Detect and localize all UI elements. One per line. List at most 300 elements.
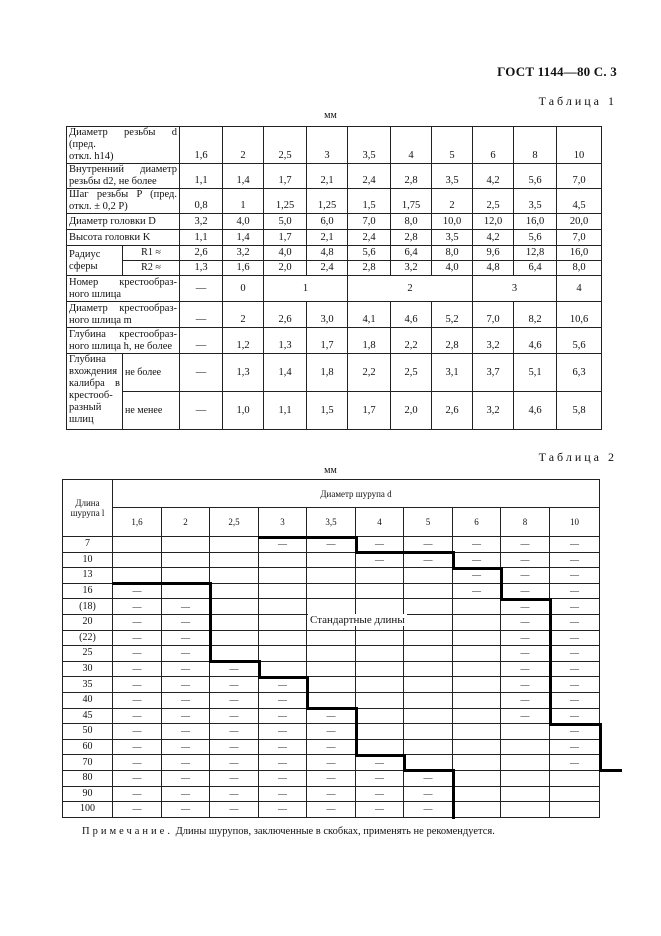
table1-cell: 2,8 <box>348 261 391 276</box>
table2-cell: — <box>113 630 162 646</box>
table2-cell <box>356 661 404 677</box>
row-label <box>67 127 180 164</box>
table2-cell: — <box>113 599 162 615</box>
table2-cell: — <box>307 724 356 740</box>
table1-cell: 7,0 <box>557 164 602 189</box>
gauge-max-label: не более <box>123 354 180 392</box>
table1-cell: 1,1 <box>180 164 223 189</box>
table1-cell: — <box>180 354 223 392</box>
table2-cell: — <box>259 708 307 724</box>
table1-row-sphere <box>67 246 602 261</box>
table2-row <box>63 708 600 724</box>
row-label-line: Диаметр резьбы d (пред. <box>69 127 178 150</box>
table2-cell: — <box>550 755 600 771</box>
table2-row <box>63 583 600 599</box>
table2-cell: — <box>550 692 600 708</box>
table1-cell: 0 <box>223 276 264 302</box>
table1-cell: 2,0 <box>391 392 432 430</box>
table1-cell: 7,0 <box>348 214 391 230</box>
table2-cell: — <box>162 630 210 646</box>
table1-cell: 1 <box>264 276 348 302</box>
table1-cell: 5,2 <box>432 302 473 328</box>
table2-cell <box>404 614 453 630</box>
table1-cell: 4 <box>391 127 432 164</box>
table1-cell: 3 <box>473 276 557 302</box>
sphere-label-line: Радиус <box>69 248 101 260</box>
table1-cell: 1,25 <box>307 189 348 214</box>
table2-cell <box>453 630 501 646</box>
table1-caption: Таблица 1 <box>538 94 617 108</box>
gauge-label-line: калибра в <box>69 378 120 389</box>
length-cell: 10 <box>63 552 113 568</box>
table2-cell <box>404 755 453 771</box>
table2-cell <box>356 568 404 584</box>
table2-cell <box>550 786 600 802</box>
table2-cell <box>453 786 501 802</box>
table2-cell: — <box>501 583 550 599</box>
length-header-line: Длина <box>75 498 100 508</box>
table1-cell: 1,7 <box>307 328 348 354</box>
table2-cell: — <box>210 677 259 693</box>
row-label-line: Диаметр головки D <box>69 215 156 227</box>
table2-cell: — <box>356 802 404 818</box>
table2-cell <box>162 568 210 584</box>
table2-row <box>63 677 600 693</box>
table1-cell: 2 <box>432 189 473 214</box>
table2-cell: — <box>550 724 600 740</box>
table2-cell: — <box>162 677 210 693</box>
boundary-segment <box>599 769 622 772</box>
table2-cell <box>453 739 501 755</box>
table1-row <box>67 230 602 246</box>
table2-cell: — <box>113 614 162 630</box>
table2-cell <box>210 599 259 615</box>
table2-cell: — <box>162 692 210 708</box>
row-label-line: Номер крестообраз- <box>69 276 178 288</box>
table2-cell: — <box>307 755 356 771</box>
table1-unit: мм <box>324 110 337 121</box>
table2-cell <box>356 677 404 693</box>
table2-cell: — <box>210 692 259 708</box>
table1-cell: 3,2 <box>180 214 223 230</box>
table2-row <box>63 770 600 786</box>
table1-cell: 0,8 <box>180 189 223 214</box>
table2-cell: — <box>210 739 259 755</box>
table2-cell: — <box>162 786 210 802</box>
table1-cell: 2,8 <box>391 164 432 189</box>
table2-cell: — <box>501 599 550 615</box>
table2-unit: мм <box>324 465 337 476</box>
table1-cell: 1,3 <box>223 354 264 392</box>
table2-cell: — <box>550 646 600 662</box>
table2-cell <box>550 770 600 786</box>
table1-cell: 16,0 <box>514 214 557 230</box>
table1-cell: 2,6 <box>432 392 473 430</box>
page-header: ГОСТ 1144—80 С. 3 <box>497 64 617 79</box>
table2-cell: — <box>113 677 162 693</box>
table2-diameters-row <box>63 508 600 537</box>
table1-cell: 3,5 <box>432 230 473 246</box>
table2-cell <box>210 630 259 646</box>
sphere-label <box>67 246 123 276</box>
row-label-line: Глубина крестообраз- <box>69 328 178 340</box>
table2-cell: — <box>453 583 501 599</box>
table2-cell <box>356 583 404 599</box>
table1-cell: 1,75 <box>391 189 432 214</box>
table2-cell: — <box>210 802 259 818</box>
table1-cell: 4,0 <box>223 214 264 230</box>
table1-cell: 1,4 <box>223 230 264 246</box>
table1-cell: 5,6 <box>348 246 391 261</box>
table1-cell: 5,1 <box>514 354 557 392</box>
length-cell: 16 <box>63 583 113 599</box>
length-cell: 13 <box>63 568 113 584</box>
table2-cell <box>210 537 259 553</box>
boundary-segment <box>306 707 358 710</box>
table2-cell: — <box>162 599 210 615</box>
boundary-segment <box>500 598 552 601</box>
table2-row <box>63 724 600 740</box>
table1-cell: 4 <box>557 276 602 302</box>
table2-cell <box>259 599 307 615</box>
table1-cell: 3,7 <box>473 354 514 392</box>
boundary-segment <box>209 582 212 663</box>
table1-cell: 1,4 <box>223 164 264 189</box>
table1-cell: 2,8 <box>432 328 473 354</box>
table2-cell <box>404 692 453 708</box>
diameter-cell: 1,6 <box>113 508 162 537</box>
table2-row <box>63 802 600 818</box>
table2-cell <box>162 583 210 599</box>
boundary-segment <box>209 660 261 663</box>
table1-cell: 3,2 <box>473 328 514 354</box>
diameter-header: Диаметр шурупа d <box>113 480 600 508</box>
table2-cell <box>404 661 453 677</box>
table2-cell <box>259 646 307 662</box>
table2-cell: — <box>501 614 550 630</box>
table2-cell: — <box>550 599 600 615</box>
table1-cell: 4,8 <box>307 246 348 261</box>
length-header <box>63 480 113 537</box>
table2-cell <box>453 755 501 771</box>
table1-cell: 2,1 <box>307 230 348 246</box>
table2-cell: — <box>259 677 307 693</box>
table2-cell <box>307 568 356 584</box>
table2-cell: — <box>259 739 307 755</box>
table2-row <box>63 692 600 708</box>
table1-cell: 1,8 <box>307 354 348 392</box>
table1-cell: 1,3 <box>180 261 223 276</box>
table2-row <box>63 786 600 802</box>
table1-cell: 4,2 <box>473 230 514 246</box>
table2-cell: — <box>356 755 404 771</box>
table1-cell: 6,4 <box>514 261 557 276</box>
table2-cell: — <box>501 708 550 724</box>
table1-row-slot-depth <box>67 328 602 354</box>
table2-cell <box>307 599 356 615</box>
table1-cell: 1,7 <box>348 392 391 430</box>
length-cell: 90 <box>63 786 113 802</box>
row-label-line: ного шлица m <box>69 314 132 326</box>
table2-cell: — <box>113 661 162 677</box>
table2-cell: — <box>210 724 259 740</box>
table2-cell <box>210 568 259 584</box>
diameter-cell: 8 <box>501 508 550 537</box>
gauge-label <box>67 354 123 430</box>
row-label-line: Шаг резьбы P (пред. <box>69 189 178 200</box>
table2-cell <box>501 786 550 802</box>
table1-cell: 2 <box>348 276 473 302</box>
table1-cell: 5,6 <box>557 328 602 354</box>
table2-cell <box>356 692 404 708</box>
table-note <box>82 826 495 837</box>
row-label <box>67 276 180 302</box>
table1-cell: 20,0 <box>557 214 602 230</box>
table1-cell: 1,8 <box>348 328 391 354</box>
table2-cell: — <box>501 552 550 568</box>
boundary-segment <box>355 754 406 757</box>
table2-cell: — <box>356 537 404 553</box>
table2-cell: — <box>356 552 404 568</box>
table2-cell <box>453 802 501 818</box>
gauge-label-line: крестооб- <box>69 390 113 401</box>
table2-cell: — <box>162 614 210 630</box>
diameter-cell: 2 <box>162 508 210 537</box>
r2-label: R2 ≈ <box>123 261 180 276</box>
table1-cell: 5,8 <box>557 392 602 430</box>
length-cell: 35 <box>63 677 113 693</box>
table2-cell: — <box>113 786 162 802</box>
boundary-segment <box>112 582 212 585</box>
table1-cell: 5,6 <box>514 164 557 189</box>
table2-cell: — <box>307 770 356 786</box>
table2-cell <box>259 552 307 568</box>
row-label <box>67 164 180 189</box>
boundary-segment <box>258 536 358 539</box>
table2-cell: — <box>113 770 162 786</box>
boundary-segment <box>549 723 602 726</box>
table1-cell: 3,1 <box>432 354 473 392</box>
table2-cell: — <box>162 802 210 818</box>
table2-cell <box>404 724 453 740</box>
table2-cell: — <box>501 646 550 662</box>
diameter-cell: 3,5 <box>307 508 356 537</box>
table1-cell: 9,6 <box>473 246 514 261</box>
table2-cell <box>404 677 453 693</box>
table2-cell: — <box>550 708 600 724</box>
boundary-segment <box>549 598 552 726</box>
table2-cell: — <box>113 583 162 599</box>
standard-lengths-label: Стандартные длины <box>310 614 405 626</box>
table1-cell: 10 <box>557 127 602 164</box>
table1-cell: 6,4 <box>391 246 432 261</box>
table2-cell: — <box>404 770 453 786</box>
table2-cell: — <box>550 630 600 646</box>
diameter-cell: 10 <box>550 508 600 537</box>
table2-cell: — <box>550 552 600 568</box>
table2-cell <box>162 537 210 553</box>
table2-row <box>63 599 600 615</box>
table2-cell: — <box>113 802 162 818</box>
table1-cell: — <box>180 276 223 302</box>
table2-cell: — <box>307 739 356 755</box>
table1-cell: 1,1 <box>180 230 223 246</box>
table2-cell <box>259 568 307 584</box>
table1-cell: 4,1 <box>348 302 391 328</box>
table2-cell: — <box>501 661 550 677</box>
boundary-segment <box>355 551 455 554</box>
boundary-segment <box>306 676 309 710</box>
row-label-line: резьбы d2, не более <box>69 176 157 187</box>
table2-cell: — <box>550 677 600 693</box>
table2-cell: — <box>210 755 259 771</box>
table1-row <box>67 214 602 230</box>
boundary-segment <box>355 707 358 757</box>
row-label <box>67 302 180 328</box>
boundary-segment <box>452 769 455 819</box>
table1-cell: 6 <box>473 127 514 164</box>
table2-cell <box>356 724 404 740</box>
table2-cell: — <box>113 739 162 755</box>
length-cell: 70 <box>63 755 113 771</box>
table2-row <box>63 552 600 568</box>
table1-cell: 8,2 <box>514 302 557 328</box>
table1-row-gauge <box>67 392 602 430</box>
table1-cell: 6,3 <box>557 354 602 392</box>
diameter-cell: 6 <box>453 508 501 537</box>
table2-cell: — <box>113 755 162 771</box>
screw-dimensions-table <box>66 126 602 430</box>
table2-cell: — <box>259 770 307 786</box>
r1-label: R1 ≈ <box>123 246 180 261</box>
table1-cell: 10,6 <box>557 302 602 328</box>
table2-cell: — <box>501 677 550 693</box>
table2-row <box>63 568 600 584</box>
table2-cell <box>307 677 356 693</box>
table1-row <box>67 127 602 164</box>
table1-cell: 3,0 <box>307 302 348 328</box>
table1-cell: 1,5 <box>307 392 348 430</box>
table2-cell: — <box>550 583 600 599</box>
diameter-cell: 3 <box>259 508 307 537</box>
table1-cell: 1,5 <box>348 189 391 214</box>
row-label-line: ного шлица <box>69 288 122 300</box>
table1-cell: 1,25 <box>264 189 307 214</box>
table2-cell <box>453 646 501 662</box>
table2-cell <box>453 677 501 693</box>
table2-cell: — <box>210 661 259 677</box>
gauge-label-line: вхождения <box>69 366 118 377</box>
table2-cell <box>453 599 501 615</box>
table1-cell: 1,3 <box>264 328 307 354</box>
table1-cell: 1,6 <box>223 261 264 276</box>
table1-cell: 1,7 <box>264 164 307 189</box>
table2-cell: — <box>404 552 453 568</box>
table2-cell <box>453 661 501 677</box>
table2-cell: — <box>162 661 210 677</box>
table2-cell <box>210 552 259 568</box>
table2-cell: — <box>210 770 259 786</box>
table1-row-slot-number <box>67 276 602 302</box>
row-label-line: Диаметр крестообраз- <box>69 302 178 314</box>
length-cell: 50 <box>63 724 113 740</box>
row-label <box>67 189 180 214</box>
note-text: Длины шурупов, заключенные в скобках, применять не рекомендуется. <box>175 826 495 837</box>
table2-cell: — <box>113 724 162 740</box>
boundary-segment <box>500 567 503 601</box>
table2-cell <box>550 802 600 818</box>
table2-cell: — <box>453 537 501 553</box>
row-label <box>67 214 180 230</box>
table2-cell: — <box>259 786 307 802</box>
table2-cell <box>501 755 550 771</box>
boundary-segment <box>599 723 602 773</box>
table2-cell <box>501 770 550 786</box>
table2-cell: — <box>501 568 550 584</box>
table1-cell: 2,4 <box>307 261 348 276</box>
table1-cell: 3,2 <box>473 392 514 430</box>
table2-cell: — <box>501 537 550 553</box>
table2-cell: — <box>162 770 210 786</box>
table1-cell: 2,2 <box>391 328 432 354</box>
table2-row <box>63 755 600 771</box>
table2-cell: — <box>113 646 162 662</box>
table2-cell: — <box>210 786 259 802</box>
length-header-line: шурупа l <box>70 508 105 518</box>
table2-cell <box>404 630 453 646</box>
table2-cell <box>453 614 501 630</box>
table2-cell: — <box>550 568 600 584</box>
table2-cell: — <box>307 537 356 553</box>
table2-cell: — <box>259 755 307 771</box>
gauge-label-line: шлиц <box>69 414 94 425</box>
diameter-cell: 5 <box>404 508 453 537</box>
table2-cell: — <box>162 724 210 740</box>
note-lead: Примечание. <box>82 826 173 837</box>
table2-header-row <box>63 480 600 508</box>
table2-cell <box>404 646 453 662</box>
table1-cell: 8,0 <box>391 214 432 230</box>
table1-cell: 2,5 <box>473 189 514 214</box>
table1-cell: — <box>180 302 223 328</box>
table2-cell: — <box>550 537 600 553</box>
table2-cell <box>307 630 356 646</box>
table2-row <box>63 630 600 646</box>
row-label-line: Высота головки K <box>69 231 151 243</box>
table2-cell: — <box>113 708 162 724</box>
boundary-segment <box>258 676 309 679</box>
gauge-label-line: Глубина <box>69 354 106 365</box>
table2-cell: — <box>356 770 404 786</box>
table1-cell: 1,0 <box>223 392 264 430</box>
table2-cell <box>307 661 356 677</box>
gauge-label-line: разный <box>69 402 102 413</box>
table2-cell <box>356 739 404 755</box>
table1-cell: 2 <box>223 302 264 328</box>
table2-cell: — <box>259 724 307 740</box>
table1-cell: 3,2 <box>223 246 264 261</box>
table2-cell <box>210 614 259 630</box>
table1-cell: 5,0 <box>264 214 307 230</box>
table2-cell <box>210 646 259 662</box>
table2-cell <box>307 692 356 708</box>
table1-row <box>67 164 602 189</box>
table2-cell <box>404 568 453 584</box>
length-cell: 60 <box>63 739 113 755</box>
table1-cell: 8,0 <box>557 261 602 276</box>
table2-cell <box>404 583 453 599</box>
length-cell: (22) <box>63 630 113 646</box>
